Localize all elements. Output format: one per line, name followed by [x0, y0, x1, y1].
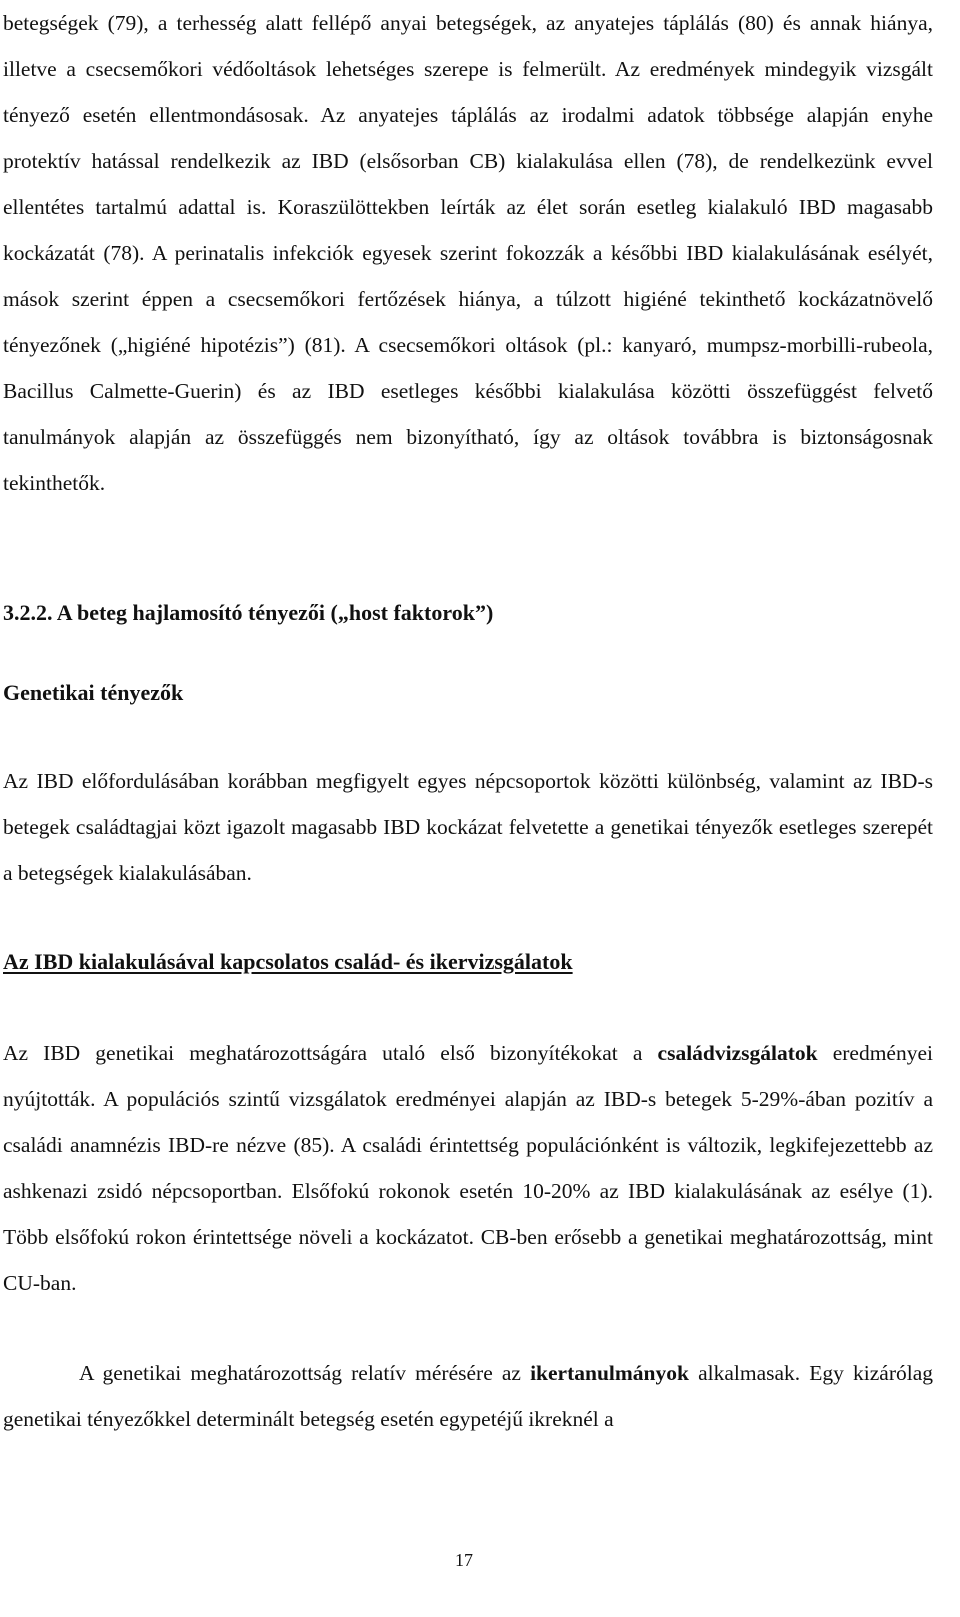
paragraph-text-segment: eredményei nyújtották. A populációs szintű vizsgálatok eredményei alapján az IBD-s betegek 5-29%-ában pozitív a családi anamnézis IBD-re nézve (85). A családi érintettség populációnként is változik, legkifejezettebb az ashkenazi zsidó népcsoportban. Elsőfokú rokonok esetén 10-20% az IBD kialakulásának az esélye (1). Több elsőfokú rokon érintettsége növeli a kockázatot. CB-ben erősebb a genetikai meghatározottság, mint CU-ban. — [3, 1041, 933, 1295]
body-paragraph-genetic-intro: Az IBD előfordulásában korábban megfigyelt egyes népcsoportok közötti különbség, valamint az IBD-s betegek családtagjai közt igazolt magasabb IBD kockázat felvetette a genetikai tényezők esetleges szerepét a betegségek kialakulásában. — [3, 769, 933, 885]
bold-term-family-studies: családvizsgálatok — [657, 1041, 818, 1065]
body-paragraph-environmental-factors: betegségek (79), a terhesség alatt fellépő anyai betegségek, az anyatejes táplálás (80) és annak hiánya, illetve a csecsemőkori védőoltások lehetséges szerepe is felmerült. Az eredmények mindegyik vizsgált tényező esetén ellentmondásosak. Az anyatejes táplálás az irodalmi adatok többsége alapján enyhe protektív hatással rendelkezik az IBD (elsősorban CB) kialakulása ellen (78), de rendelkezünk evvel ellentétes tartalmú adattal is. Koraszülöttekben leírták az élet során esetleg kialakuló IBD magasabb kockázatát (78). A perinatalis infekciók egyesek szerint fokozzák a későbbi IBD kialakulásának esélyét, mások szerint éppen a csecsemőkori fertőzések hiánya, a túlzott higiéné tekinthető kockázatnövelő tényezőnek („higiéné hipotézis”) (81). A csecsemőkori oltások (pl.: kanyaró, mumpsz-morbilli-rubeola, Bacillus Calmette-Guerin) és az IBD esetleges későbbi kialakulása közötti összefüggést felvető tanulmányok alapján az összefüggés nem bizonyítható, így az oltások továbbra is biztonságosnak tekinthetők. — [3, 11, 933, 495]
paragraph-text-segment: A genetikai meghatározottság relatív mérésére az — [79, 1361, 531, 1385]
bold-term-twin-studies: ikertanulmányok — [530, 1361, 689, 1385]
paragraph-text-segment: alkalmasak. Egy kizárólag genetikai tényezőkkel determinált betegség esetén egypetéjű ikreknél a — [3, 1361, 934, 1431]
body-paragraph-family-studies — [3, 1030, 933, 1306]
body-paragraph-twin-studies — [3, 1350, 933, 1442]
subheading-genetic-factors: Genetikai tényezők — [3, 680, 184, 705]
subheading-family-twin-studies: Az IBD kialakulásával kapcsolatos család- és ikervizsgálatok — [3, 949, 573, 974]
section-heading-host-factors: 3.2.2. A beteg hajlamosító tényezői („host faktorok”) — [3, 600, 494, 625]
page-number: 17 — [455, 1550, 473, 1570]
paragraph-text-segment: Az IBD genetikai meghatározottságára utaló első bizonyítékokat a — [3, 1041, 658, 1065]
